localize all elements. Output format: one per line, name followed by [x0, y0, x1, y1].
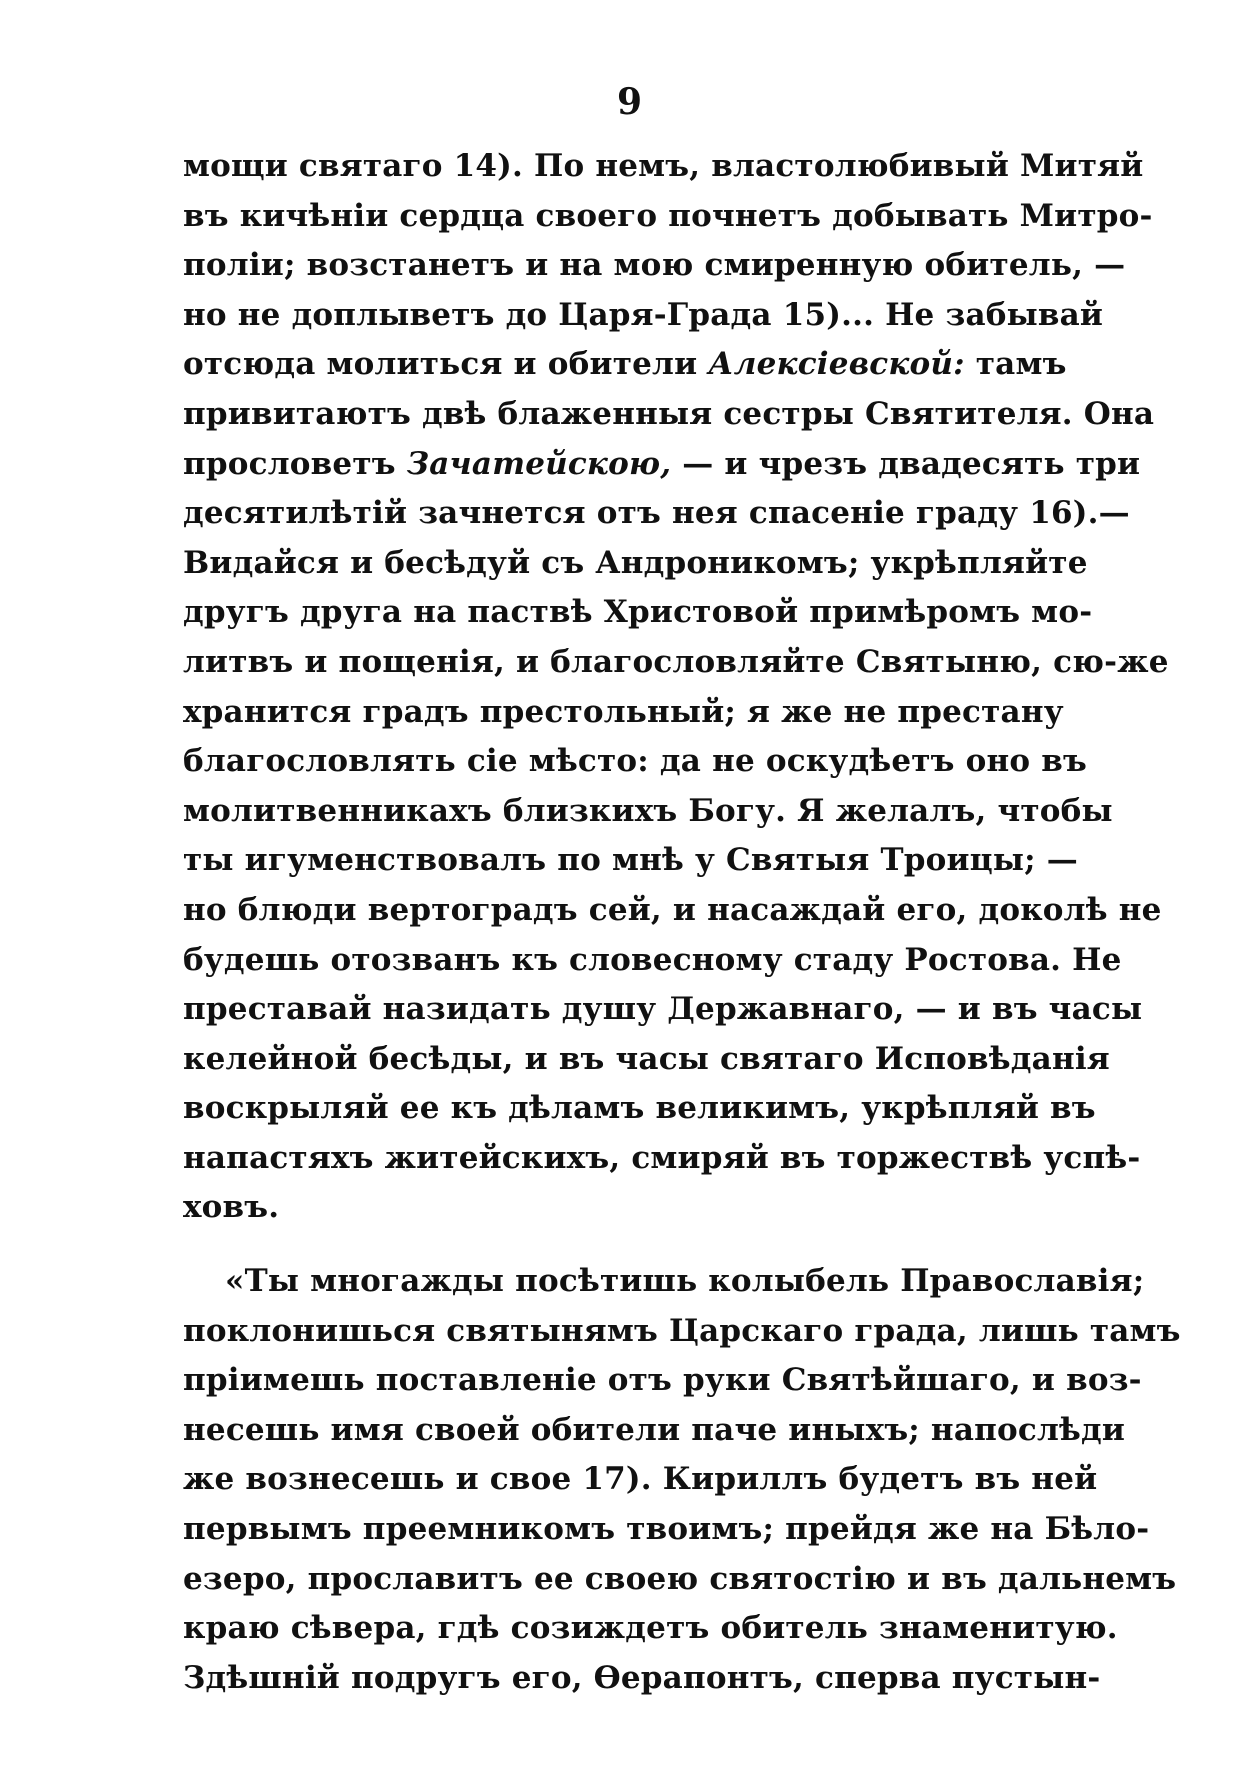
text-line — [183, 390, 1155, 440]
text-line — [183, 688, 1063, 738]
text-line — [183, 886, 1162, 936]
text-line — [183, 936, 1122, 986]
text-line — [183, 489, 1130, 539]
italic-text: Алексіевской: — [708, 346, 965, 383]
text-run: езеро, прославитъ ее своею святостію и въ дальнемъ — [183, 1560, 1177, 1597]
text-run: хранится градъ престольный; я же не престану — [183, 693, 1064, 730]
text-run: мощи святаго 14). По немъ, властолюбивый Митяй — [183, 148, 1144, 184]
text-run: «Ты многажды посѣтишь колыбель Православія; — [225, 1263, 1145, 1300]
text-line — [183, 241, 1126, 291]
text-run: десятилѣтій зачнется отъ нея спасеніе граду 16).— — [183, 495, 1130, 532]
text-line — [183, 539, 1088, 589]
text-line — [183, 1555, 1177, 1605]
text-run: поліи; возстанетъ и на мою смиренную обитель, — — [183, 247, 1126, 284]
text-line — [183, 1257, 1145, 1307]
page-number: 9 — [616, 81, 643, 123]
text-line — [183, 1183, 1063, 1233]
paragraph-1 — [183, 142, 1169, 1233]
text-run: ты игуменствовалъ по мнѣ у Святыя Троицы; — — [183, 842, 1078, 879]
text-line — [183, 1505, 1150, 1555]
text-line — [183, 985, 1143, 1035]
text-block — [183, 142, 1181, 1703]
text-run: преставай назидать душу Державнаго, — и въ часы — [183, 991, 1143, 1028]
text-line — [183, 1406, 1126, 1456]
text-run: отсюда молиться и обители — [183, 346, 709, 383]
text-run: но не доплыветъ до Царя-Града 15)... Не забывай — [183, 296, 1104, 333]
text-run: келейной бесѣды, и въ часы святаго Исповѣданія — [183, 1040, 1110, 1077]
text-line — [183, 638, 1169, 688]
text-line — [183, 1654, 1101, 1704]
text-run: пріимешь поставленіе отъ руки Святѣйшаго, и воз- — [183, 1362, 1142, 1399]
text-run: — и чрезъ двадесять три — [671, 445, 1141, 482]
text-run: прословетъ — [183, 445, 407, 482]
italic-text: Зачатейскою, — [406, 445, 672, 482]
text-line — [183, 1084, 1096, 1134]
text-line — [183, 1356, 1142, 1406]
text-run: поклонишься святынямъ Царскаго града, лишь тамъ — [183, 1312, 1181, 1349]
text-line — [183, 1035, 1110, 1085]
text-run: тамъ — [964, 346, 1067, 383]
text-line — [183, 291, 1104, 341]
text-run: благословлять сіе мѣсто: да не оскудѣетъ оно въ — [183, 743, 1087, 780]
paragraph-2 — [183, 1257, 1181, 1703]
text-line — [183, 1307, 1181, 1357]
text-run: привитаютъ двѣ блаженныя сестры Святителя. Она — [183, 395, 1155, 432]
text-run: Здѣшній подругъ его, Ѳерапонтъ, сперва пустын- — [183, 1659, 1101, 1696]
text-run: же вознесешь и свое 17). Кириллъ будетъ въ ней — [183, 1461, 1098, 1498]
text-run: Видайся и бесѣдуй съ Андроникомъ; укрѣпляйте — [183, 544, 1088, 581]
text-run: литвъ и пощенія, и благословляйте Святыню, сю-же — [183, 643, 1169, 680]
text-line — [183, 440, 1141, 490]
text-run: будешь отозванъ къ словесному стаду Ростова. Не — [183, 941, 1122, 978]
text-line — [183, 142, 1144, 192]
text-line — [183, 1134, 1141, 1184]
text-run: первымъ преемникомъ твоимъ; прейдя же на Бѣло- — [183, 1511, 1150, 1548]
text-run: ховъ. — [183, 1189, 280, 1226]
paragraph-gap — [183, 1233, 1063, 1257]
text-run: воскрыляй ее къ дѣламъ великимъ, укрѣпляй въ — [183, 1090, 1096, 1127]
text-line — [183, 737, 1087, 787]
text-line — [183, 1455, 1098, 1505]
text-run: другъ друга на паствѣ Христовой примѣромъ мо- — [183, 594, 1093, 631]
text-run: краю сѣвера, гдѣ созиждетъ обитель знаменитую. — [183, 1610, 1118, 1647]
text-line — [183, 836, 1078, 886]
text-run: молитвенникахъ близкихъ Богу. Я желалъ, чтобы — [183, 792, 1113, 829]
text-line — [183, 588, 1093, 638]
text-run: но блюди вертоградъ сей, и насаждай его, доколѣ не — [183, 891, 1162, 928]
text-line — [183, 340, 1067, 390]
text-line — [183, 787, 1113, 837]
text-run: напастяхъ житейскихъ, смиряй въ торжествѣ успѣ- — [183, 1139, 1141, 1176]
text-run: въ кичѣніи сердца своего почнетъ добывать Митро- — [183, 197, 1153, 234]
text-line — [183, 1604, 1118, 1654]
text-line — [183, 192, 1153, 242]
text-run: несешь имя своей обители паче иныхъ; напослѣди — [183, 1411, 1126, 1448]
